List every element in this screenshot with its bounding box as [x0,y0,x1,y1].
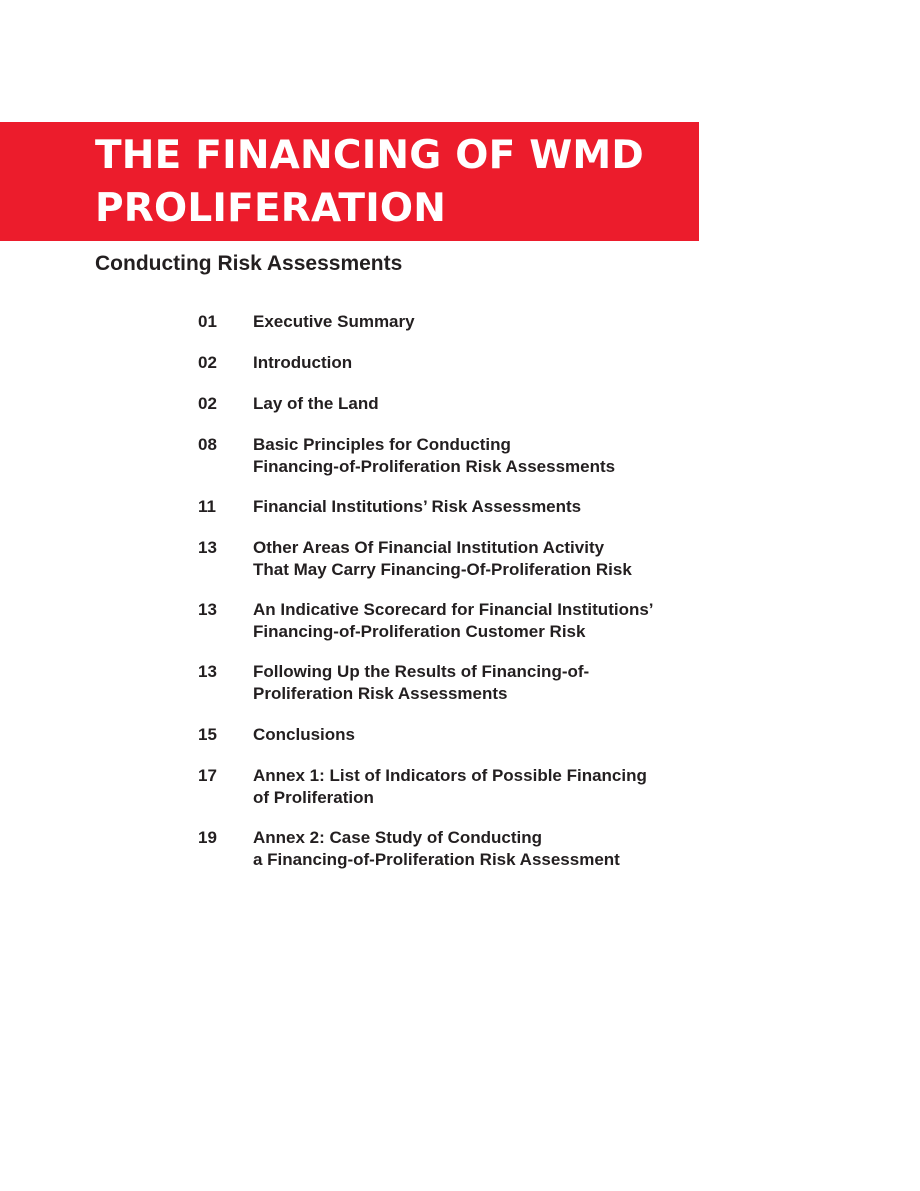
toc-entry-title-line: Financing-of-Proliferation Customer Risk [253,622,586,641]
toc-entry-title [253,434,615,478]
toc-entry-title [253,352,352,374]
toc-entry-title [253,537,632,581]
toc-entry-title-line: a Financing-of-Proliferation Risk Assessment [253,850,620,869]
toc-entry-title-line: Conclusions [253,725,356,744]
toc-page-number: 15 [198,725,217,744]
toc-page-number: 19 [198,828,217,847]
document-title-line-1: THE FINANCING OF WMD [95,133,645,178]
document-subtitle: Conducting Risk Assessments [95,252,403,275]
toc-entry-title-line: An Indicative Scorecard for Financial Institutions’ [253,600,654,619]
toc-page-number: 17 [198,766,217,785]
toc-entry-title-line: Proliferation Risk Assessments [253,684,508,703]
toc-entry-title [253,827,620,871]
document-title-line-2: PROLIFERATION [95,186,447,231]
toc-page-number: 02 [198,394,217,413]
toc-entry-title [253,496,581,518]
toc-page-number: 11 [198,497,216,516]
toc-entry-title [253,661,589,705]
toc-entry-title-line: Other Areas Of Financial Institution Activity [253,538,605,557]
toc-entry-title-line: Annex 1: List of Indicators of Possible Financing [253,766,647,785]
toc-entry-title [253,724,355,746]
toc-entry-title [253,599,654,643]
toc-entry-title-line: Financial Institutions’ Risk Assessments [253,497,582,516]
toc-entry-title-line: Executive Summary [253,312,415,331]
toc-entry-title-line: Basic Principles for Conducting [253,435,511,454]
toc-entry-title-line: Following Up the Results of Financing-of- [253,662,590,681]
toc-entry-title [253,393,379,415]
toc-entry-title [253,311,415,333]
toc-page-number: 13 [198,662,217,681]
toc-entry-title-line: Annex 2: Case Study of Conducting [253,828,543,847]
toc-page-number: 13 [198,538,217,557]
toc-entry-title-line: Lay of the Land [253,394,379,413]
toc-entry-title [253,765,647,809]
toc-entry-title-line: of Proliferation [253,788,374,807]
toc-page-number: 13 [198,600,217,619]
toc-entry-title-line: That May Carry Financing-Of-Proliferation Risk [253,560,632,579]
toc-entry-title-line: Financing-of-Proliferation Risk Assessments [253,457,616,476]
toc-page-number: 01 [198,312,217,331]
toc-entry-title-line: Introduction [253,353,353,372]
toc-page-number: 02 [198,353,217,372]
toc-page-number: 08 [198,435,217,454]
